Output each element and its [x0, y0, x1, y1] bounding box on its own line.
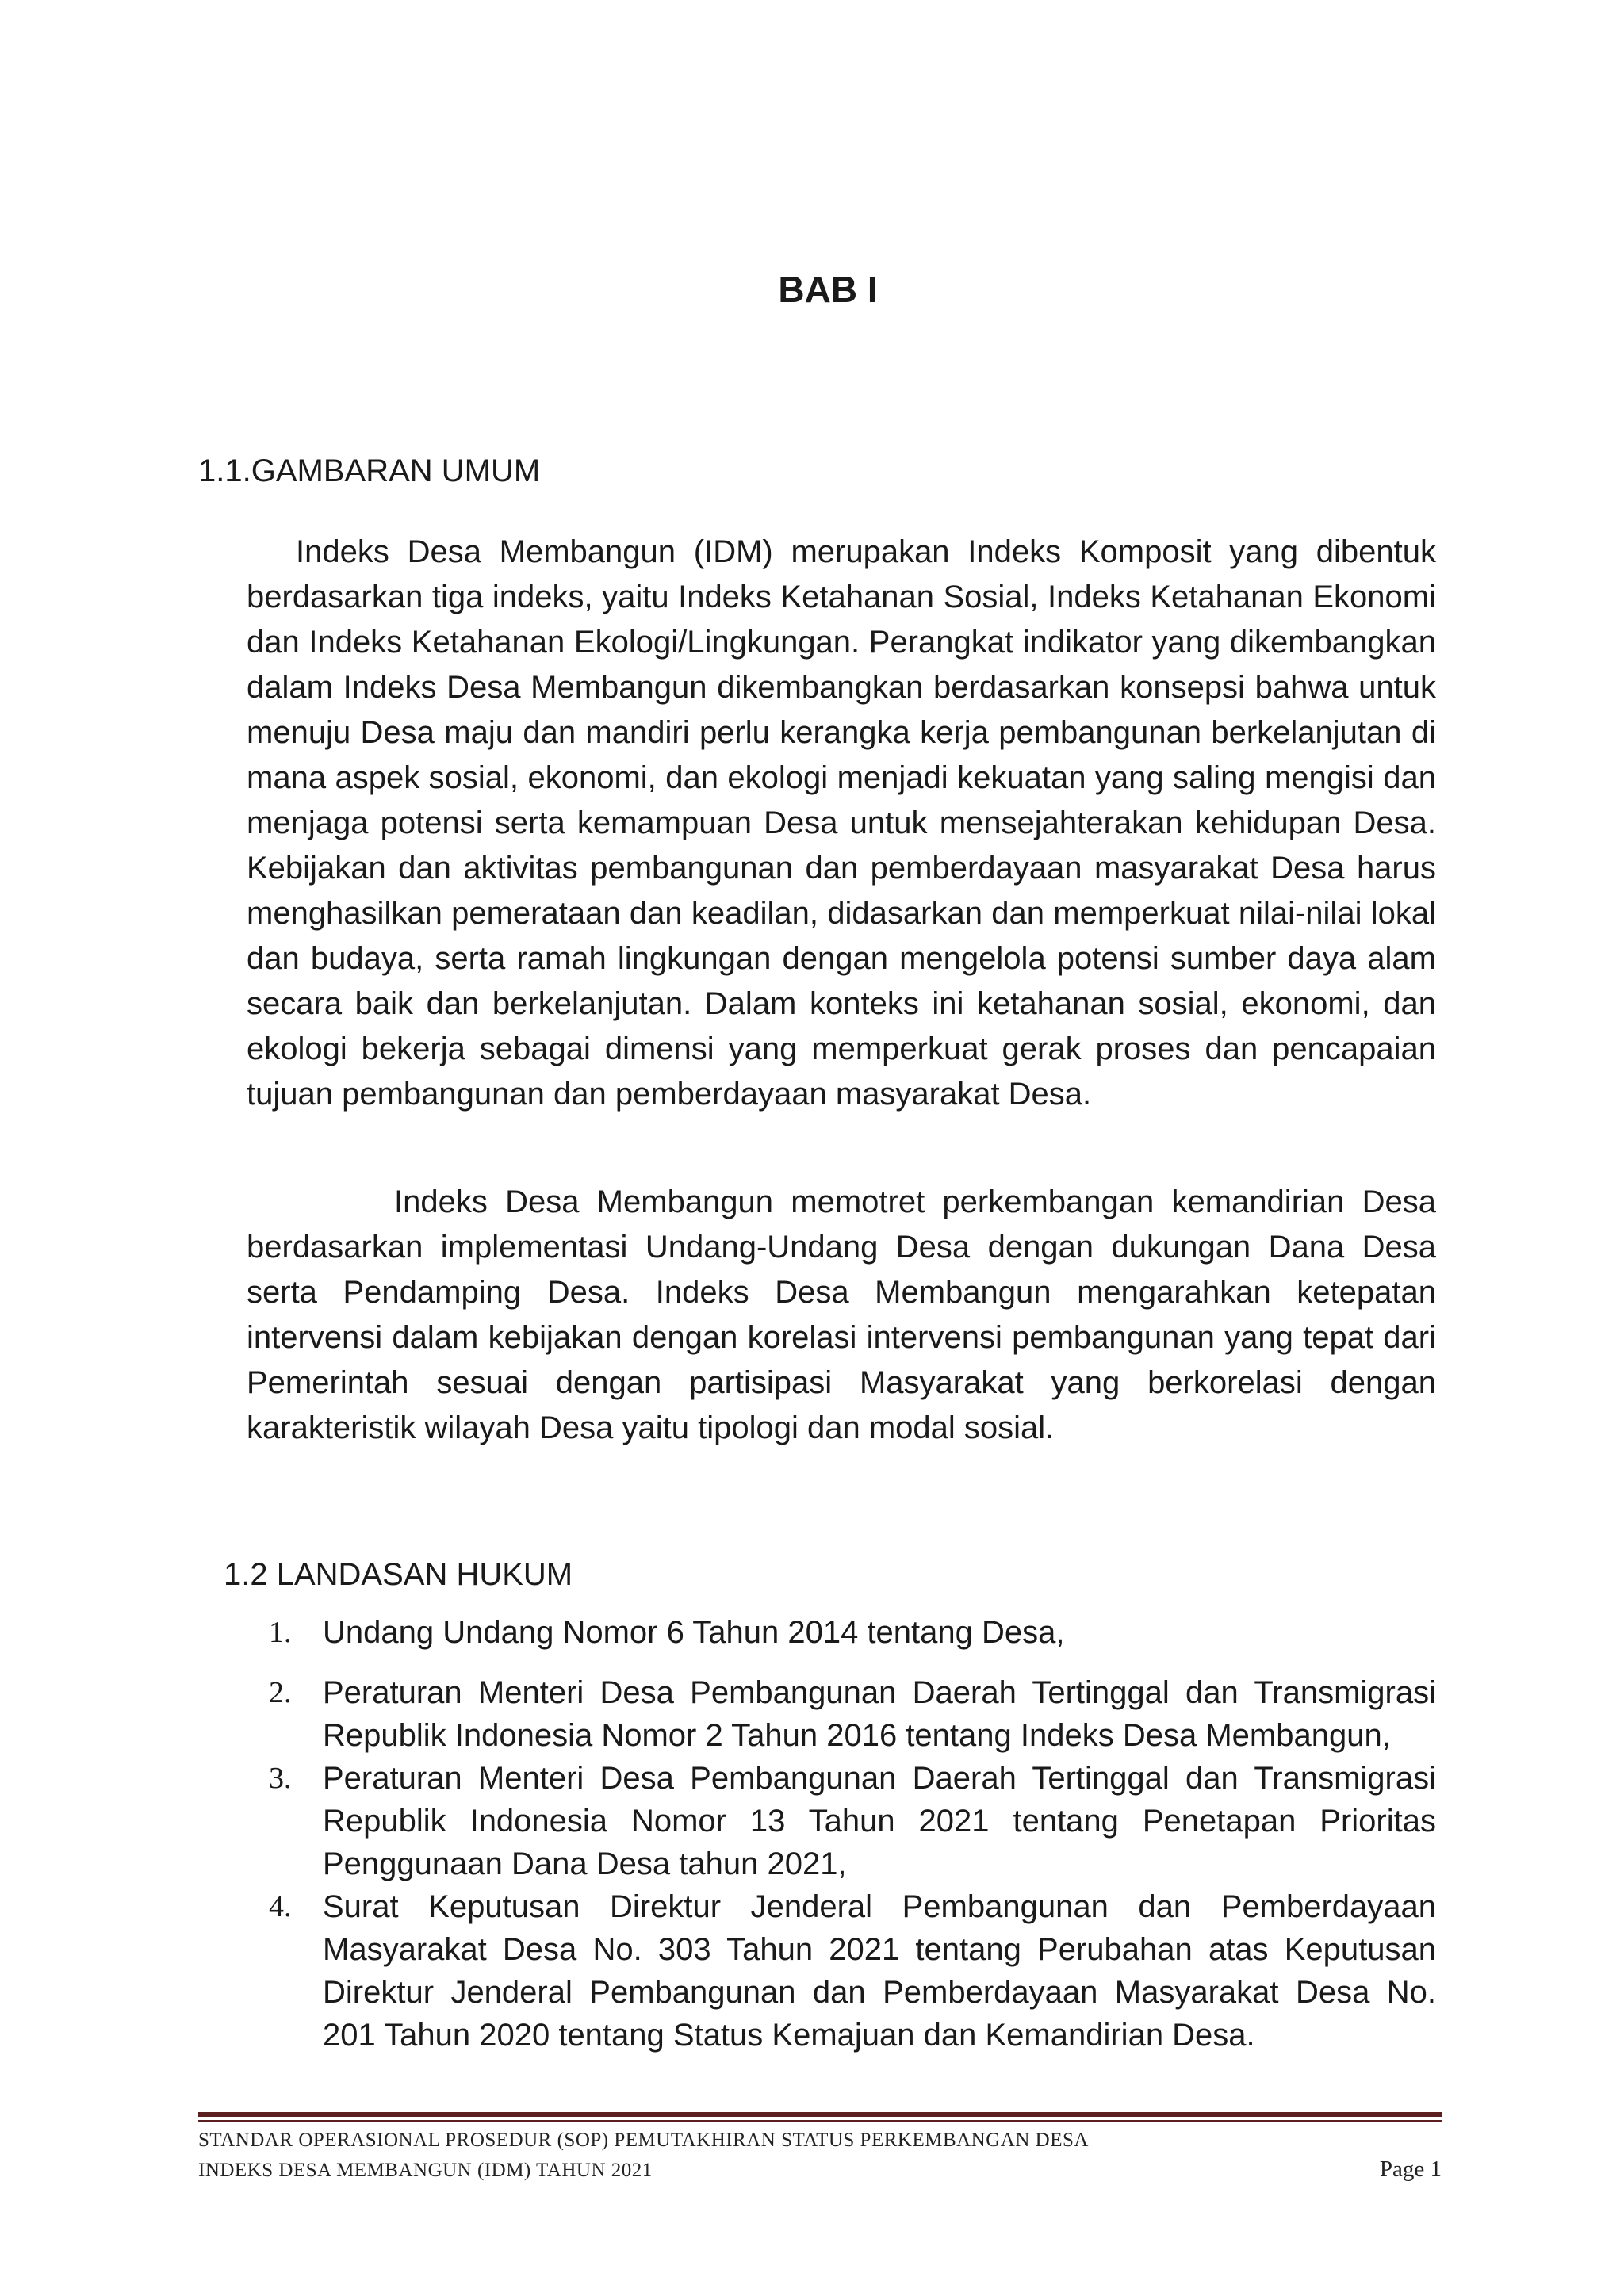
- list-item-text: Undang Undang Nomor 6 Tahun 2014 tentang Desa,: [323, 1615, 1065, 1650]
- list-item-number: 4.: [269, 1890, 292, 1923]
- list-item: [247, 1611, 1436, 1654]
- chapter-title: BAB I: [778, 269, 878, 310]
- section-heading-landasan-hukum: 1.2 LANDASAN HUKUM: [224, 1557, 573, 1592]
- footer-document-title-line-2: INDEKS DESA MEMBANGUN (IDM) TAHUN 2021: [198, 2160, 653, 2181]
- list-item: [247, 1671, 1436, 1757]
- footer-divider-thin: [198, 2120, 1442, 2122]
- footer-document-title-line-1: STANDAR OPERASIONAL PROSEDUR (SOP) PEMUTAKHIRAN STATUS PERKEMBANGAN DESA: [198, 2130, 1089, 2151]
- paragraph-idm-purpose: Indeks Desa Membangun memotret perkembangan kemandirian Desa berdasarkan implementasi Undang-Undang Desa dengan dukungan Dana Desa serta Pendamping Desa. Indeks Desa Membangun mengarahkan ketepatan intervensi dalam kebijakan dengan korelasi intervensi pembangunan yang tepat dari Pemerintah sesuai dengan partisipasi Masyarakat yang berkorelasi dengan karakteristik wilayah Desa yaitu tipologi dan modal sosial.: [247, 1184, 1436, 1445]
- page-number: Page 1: [1379, 2156, 1442, 2182]
- list-item: [247, 1885, 1436, 2057]
- legal-basis-list: [247, 1611, 1436, 2057]
- list-item-number: 3.: [269, 1762, 292, 1795]
- list-item: [247, 1757, 1436, 1885]
- paragraph-idm-definition: Indeks Desa Membangun (IDM) merupakan Indeks Komposit yang dibentuk berdasarkan tiga indeks, yaitu Indeks Ketahanan Sosial, Indeks Ketahanan Ekonomi dan Indeks Ketahanan Ekologi/Lingkungan. Perangkat indikator yang dikembangkan dalam Indeks Desa Membangun dikembangkan berdasarkan konsepsi bahwa untuk menuju Desa maju dan mandiri perlu kerangka kerja pembangunan berkelanjutan di mana aspek sosial, ekonomi, dan ekologi menjadi kekuatan yang saling mengisi dan menjaga potensi serta kemampuan Desa untuk mensejahterakan kehidupan Desa. Kebijakan dan aktivitas pembangunan dan pemberdayaan masyarakat Desa harus menghasilkan pemerataan dan keadilan, didasarkan dan memperkuat nilai-nilai lokal dan budaya, serta ramah lingkungan dengan mengelola potensi sumber daya alam secara baik dan berkelanjutan. Dalam konteks ini ketahanan sosial, ekonomi, dan ekologi bekerja sebagai dimensi yang memperkuat gerak proses dan pencapaian tujuan pembangunan dan pemberdayaan masyarakat Desa.: [247, 534, 1436, 1112]
- list-item-text: Surat Keputusan Direktur Jenderal Pembangunan dan Pemberdayaan Masyarakat Desa No. 303 Tahun 2021 tentang Perubahan atas Keputusan Direktur Jenderal Pembangunan dan Pemberdayaan Masyarakat Desa No. 201 Tahun 2020 tentang Status Kemajuan dan Kemandirian Desa.: [323, 1889, 1436, 2053]
- list-item-number: 2.: [269, 1676, 292, 1709]
- list-item-number: 1.: [269, 1616, 292, 1649]
- list-item-text: Peraturan Menteri Desa Pembangunan Daerah Tertinggal dan Transmigrasi Republik Indonesia Nomor 2 Tahun 2016 tentang Indeks Desa Membangun,: [323, 1675, 1436, 1753]
- section-heading-gambaran-umum: 1.1.GAMBARAN UMUM: [198, 453, 541, 488]
- footer-divider-thick: [198, 2112, 1442, 2117]
- list-item-text: Peraturan Menteri Desa Pembangunan Daerah Tertinggal dan Transmigrasi Republik Indonesia Nomor 13 Tahun 2021 tentang Penetapan Prioritas Penggunaan Dana Desa tahun 2021,: [323, 1761, 1436, 1881]
